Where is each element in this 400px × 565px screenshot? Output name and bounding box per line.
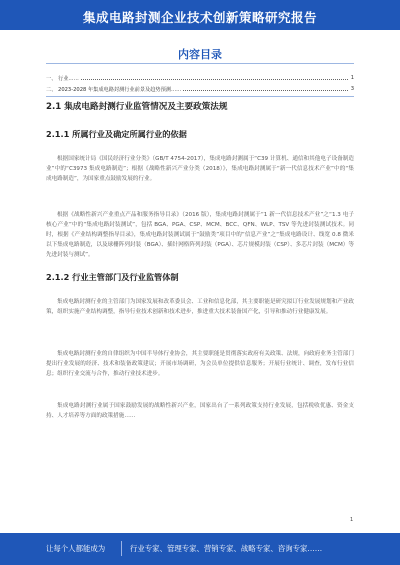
- body-paragraph: 根据国家统计局《国民经济行业分类》（GB/T 4754-2017），集成电路封测属于“C39 计算机、通信和其他电子设备制造业”中的“C3973 集成电路制造”；根据《战略性新兴产业分类（2018）》，集成电路封测属于“新一代信息技术产业”中的“集成电路制造”，为国家重点鼓励发展的行业。: [46, 156, 354, 182]
- toc-entry-page: 1: [350, 75, 354, 81]
- toc-title: 内容目录: [178, 48, 222, 61]
- footer-bar: [0, 533, 400, 565]
- toc-leader-dots: [46, 79, 354, 80]
- footer-divider: [121, 541, 122, 556]
- header-bar: [0, 0, 400, 30]
- toc-divider-top: [46, 63, 354, 64]
- section-heading-2-1: 2.1 集成电路封测行业监管情况及主要政策法规: [46, 102, 228, 112]
- body-paragraph: 根据《战略性新兴产业重点产品和服务指导目录》（2016 版），集成电路封测属于“1 新一代信息技术产业”之“1.3 电子核心产业”中的“集成电路封装测试”，包括 BGA、PGA、CSP、MCM、BCC、QFN、WLP、TSV 等先进封装测试技术。同时，根据《产业结构调整指导目录》，集成电路封装测试属于“鼓励类”项目中的“信息产业”之“集成电路设计、线宽 0.8 微米以下集成电路制造，以及球栅阵列封装（BGA）、插针网格阵列封装（PGA）、芯片规模封装（CSP）、多芯片封装（MCM）等先进封装与测试”。: [46, 212, 354, 258]
- footer-tagline: 行业专家、管理专家、营销专家、战略专家、咨询专家……: [130, 544, 323, 553]
- toc-entry[interactable]: [46, 75, 354, 85]
- body-paragraph: 集成电路封测行业的自律组织为中国半导体行业协会，其主要职能是贯彻落实政府有关政策、法规，向政府业务主管部门提出行业发展的经济、技术和装备政策建议；开展市场调研，为会员单位提供信息服务；开展行业统计、调查，发布行业信息；组织行业交流与合作，推动行业技术进步。: [46, 351, 354, 377]
- section-heading-2-1-2: 2.1.2 行业主管部门及行业监管体制: [46, 272, 179, 282]
- toc-divider-bottom: [46, 96, 354, 97]
- toc-entry-label: 一、 行业……: [46, 76, 79, 82]
- toc-entry[interactable]: [46, 86, 354, 96]
- body-paragraph: 集成电路封测行业的主管部门为国家发展和改革委员会、工业和信息化部，其主要职能是研究拟订行业发展规划和产业政策，组织实施产业结构调整，指导行业技术创新和技术进步，推进重大技术装备国产化，引导和推动行业健康发展。: [46, 299, 354, 315]
- section-heading-2-1-1: 2.1.1 所属行业及确定所属行业的依据: [46, 129, 187, 139]
- body-paragraph: 集成电路封测行业属于国家鼓励发展的战略性新兴产业，国家出台了一系列政策支持行业发展，包括税收优惠、资金支持、人才培养等方面的政策措施……: [46, 403, 354, 419]
- page-number: 1: [350, 517, 354, 523]
- report-title: 集成电路封测企业技术创新策略研究报告: [82, 10, 317, 25]
- toc-entry-label: 二、 2023-2028 年集成电路封测行业前景及趋势预测……: [46, 87, 182, 93]
- footer-slogan: 让每个人都能成为: [46, 544, 106, 553]
- toc-entry-page: 3: [350, 86, 354, 92]
